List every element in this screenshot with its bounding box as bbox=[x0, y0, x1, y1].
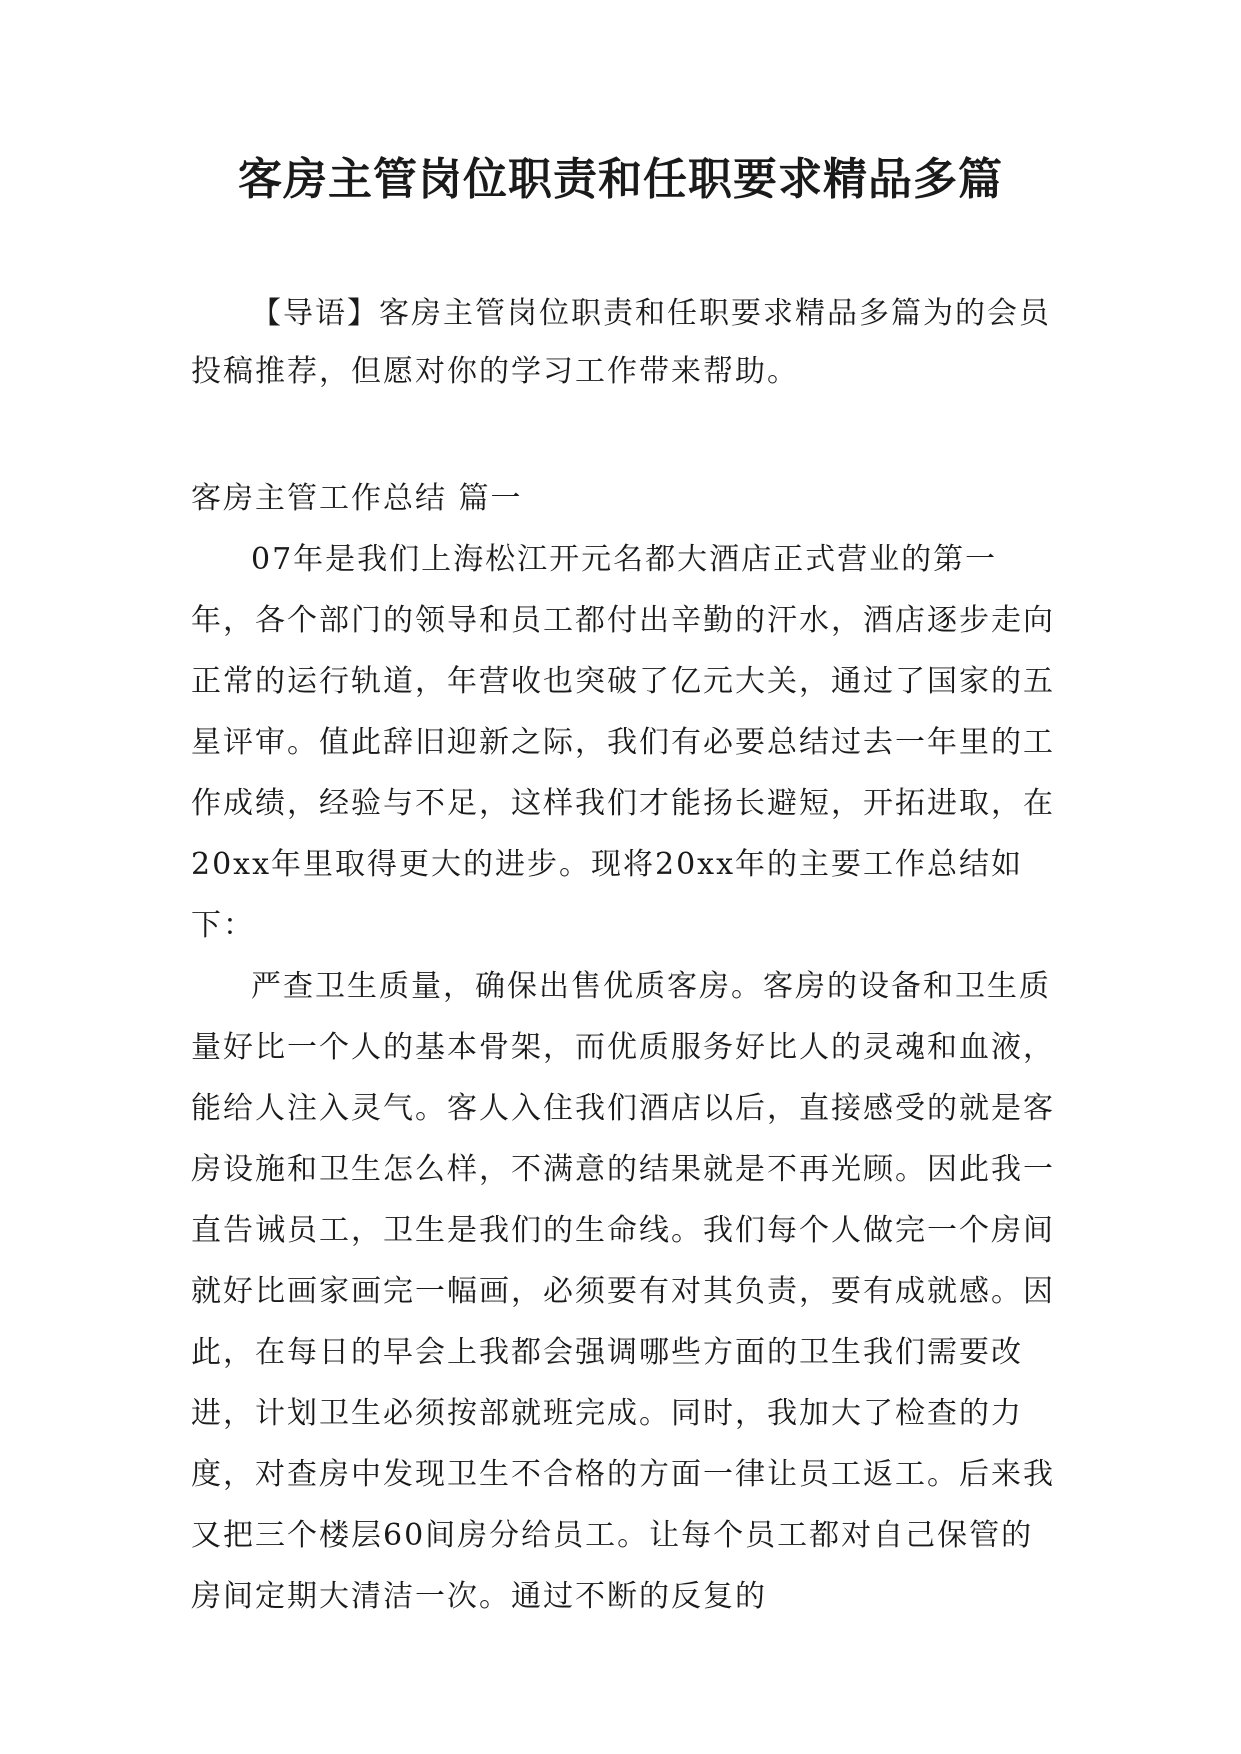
body-paragraph-2: 严查卫生质量，确保出售优质客房。客房的设备和卫生质量好比一个人的基本骨架，而优质服务好比人的灵魂和血液，能给人注入灵气。客人入住我们酒店以后，直接感受的就是客房设施和卫生怎么样，不满意的结果就是不再光顾。因此我一直告诫员工，卫生是我们的生命线。我们每个人做完一个房间就好比画家画完一幅画，必须要有对其负责，要有成就感。因此，在每日的早会上我都会强调哪些方面的卫生我们需要改进，计划卫生必须按部就班完成。同时，我加大了检查的力度，对查房中发现卫生不合格的方面一律让员工返工。后来我又把三个楼层60间房分给员工。让每个员工都对自己保管的房间定期大清洁一次。通过不断的反复的 bbox=[191, 969, 1055, 1614]
document-title: 客房主管岗位职责和任职要求精品多篇 bbox=[238, 154, 1003, 205]
section-one bbox=[191, 468, 1061, 1627]
body-paragraph-1: 07年是我们上海松江开元名都大酒店正式营业的第一年，各个部门的领导和员工都付出辛勤的汗水，酒店逐步走向正常的运行轨道，年营收也突破了亿元大关，通过了国家的五星评审。值此辞旧迎新之际，我们有必要总结过去一年里的工作成绩，经验与不足，这样我们才能扬长避短，开拓进取，在20xx年里取得更大的进步。现将20xx年的主要工作总结如下： bbox=[191, 542, 1055, 943]
intro-paragraph: 【导语】客房主管岗位职责和任职要求精品多篇为的会员投稿推荐，但愿对你的学习工作带来帮助。 bbox=[191, 296, 1051, 389]
section-heading: 客房主管工作总结 篇一 bbox=[191, 481, 523, 516]
intro-block bbox=[191, 285, 1061, 401]
